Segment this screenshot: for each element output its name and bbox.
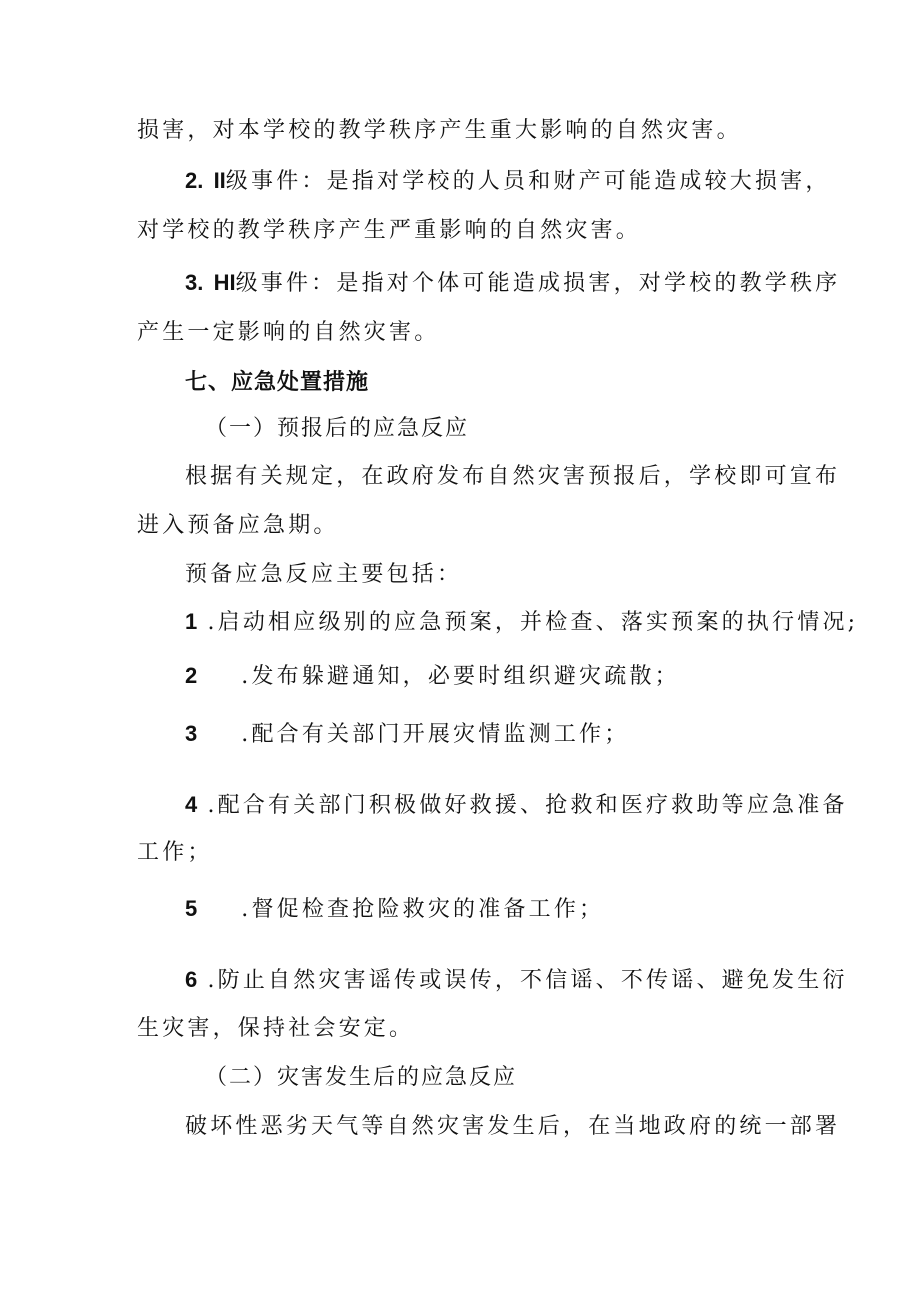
subheading-text: （二）灾害发生后的应急反应 xyxy=(205,1065,518,1090)
paragraph-line xyxy=(137,116,742,146)
item-number: 4 xyxy=(185,792,198,817)
line-text: 损害，对本学校的教学秩序产生重大影响的自然灾害。 xyxy=(137,118,742,143)
paragraph-line xyxy=(185,462,840,492)
line-text: 产生一定影响的自然灾害。 xyxy=(137,320,440,345)
item-text: .发布躲避通知，必要时组织避灾疏散； xyxy=(241,664,680,689)
heading-text: 七、应急处置措施 xyxy=(185,370,370,395)
item-number: 5 xyxy=(185,896,198,921)
line-text: 根据有关规定，在政府发布自然灾害预报后，学校即可宣布 xyxy=(185,464,841,489)
list-item xyxy=(185,894,604,925)
paragraph-line xyxy=(137,511,339,541)
item-number: 3. xyxy=(185,270,204,295)
item-text: 级事件：是指对个体可能造成损害，对学校的教学秩序 xyxy=(235,271,841,296)
list-item-level-2 xyxy=(185,166,831,197)
paragraph-line xyxy=(185,560,462,590)
line-text: 工作； xyxy=(137,840,213,865)
paragraph-line xyxy=(185,1112,840,1142)
item-number: 1 xyxy=(185,609,198,634)
item-number: 3 xyxy=(185,721,198,746)
item-text: .督促检查抢险救灾的准备工作； xyxy=(241,897,605,922)
list-item xyxy=(185,719,629,750)
list-item xyxy=(185,607,858,638)
line-text: 进入预备应急期。 xyxy=(137,513,339,538)
level-label: HI xyxy=(213,270,236,295)
item-text: .启动相应级别的应急预案，并检查、落实预案的执行情况; xyxy=(207,610,859,635)
subsection-heading xyxy=(205,1063,517,1093)
level-label: II xyxy=(213,168,226,193)
section-heading xyxy=(185,368,369,398)
item-number: 6 xyxy=(185,967,198,992)
paragraph-line xyxy=(137,1014,414,1044)
item-text: .配合有关部门积极做好救援、抢救和医疗救助等应急准备 xyxy=(207,793,848,818)
paragraph-line xyxy=(137,318,439,348)
item-number: 2 xyxy=(185,663,198,688)
paragraph-line xyxy=(137,216,641,246)
list-item xyxy=(185,965,848,996)
list-item xyxy=(185,661,680,692)
subheading-text: （一）预报后的应急反应 xyxy=(205,416,470,441)
paragraph-line xyxy=(137,838,213,868)
item-text: 级事件：是指对学校的人员和财产可能造成较大损害， xyxy=(225,169,831,194)
line-text: 破坏性恶劣天气等自然灾害发生后，在当地政府的统一部署 xyxy=(185,1114,841,1139)
line-text: 对学校的教学秩序产生严重影响的自然灾害。 xyxy=(137,218,642,243)
list-item xyxy=(185,790,848,821)
subsection-heading xyxy=(205,414,469,444)
item-number: 2. xyxy=(185,168,204,193)
list-item-level-3 xyxy=(185,268,840,299)
line-text: 生灾害，保持社会安定。 xyxy=(137,1016,415,1041)
item-text: .防止自然灾害谣传或误传，不信谣、不传谣、避免发生衍 xyxy=(207,968,848,993)
line-text: 预备应急反应主要包括： xyxy=(185,562,463,587)
item-text: .配合有关部门开展灾情监测工作； xyxy=(241,722,630,747)
